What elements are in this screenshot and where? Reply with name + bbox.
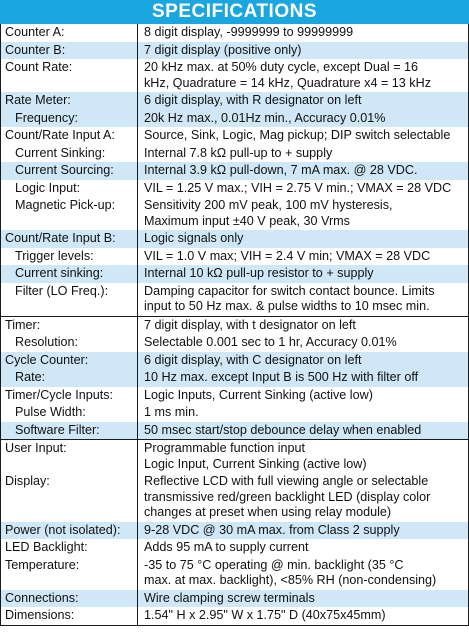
spec-value-line: 7 digit display, with t designator on left — [144, 317, 356, 332]
spec-label: Logic Input: — [1, 180, 138, 198]
spec-label: Count Rate: — [1, 59, 138, 92]
spec-value-line: 7 digit display (positive only) — [144, 42, 302, 57]
spec-row-software-filter — [1, 422, 468, 440]
spec-value-line: Selectable 0.001 sec to 1 hr, Accuracy 0.01% — [144, 335, 397, 349]
spec-value — [138, 110, 468, 128]
spec-value-line: transmissive red/green backlight LED (display color — [144, 489, 431, 504]
spec-label: Current Sinking: — [1, 145, 138, 163]
spec-row-counter-a — [1, 24, 468, 42]
spec-value-line: Reflective LCD with full viewing angle or selectable — [144, 474, 429, 488]
spec-value-line: Logic signals only — [144, 231, 244, 245]
spec-value-line: Internal 7.8 kΩ pull-up to + supply — [144, 145, 333, 160]
spec-row-timer — [1, 316, 468, 335]
spec-value-line: Logic Input, Current Sinking (active low) — [144, 456, 367, 471]
spec-row-counter-b — [1, 42, 468, 60]
spec-label: Filter (LO Freq.): — [1, 283, 138, 316]
spec-label: Trigger levels: — [1, 248, 138, 266]
spec-value — [138, 24, 468, 42]
spec-value-line: Damping capacitor for switch contact bounce. Limits — [144, 283, 435, 298]
spec-row-connections — [1, 590, 468, 608]
spec-label: Resolution: — [1, 334, 138, 352]
spec-label: User Input: — [1, 440, 138, 473]
spec-value — [138, 162, 468, 180]
spec-label: Connections: — [1, 590, 138, 608]
spec-value-line: Wire clamping screw terminals — [144, 590, 315, 605]
spec-label: Counter B: — [1, 42, 138, 60]
spec-label: Rate Meter: — [1, 92, 138, 110]
spec-value — [138, 473, 468, 522]
spec-value-line: 1 ms min. — [144, 405, 199, 419]
spec-value — [138, 127, 468, 145]
spec-value-line: 9-28 VDC @ 30 mA max. from Class 2 supply — [144, 522, 400, 537]
spec-row-current-sourcing — [1, 162, 468, 180]
spec-row-cycle-counter — [1, 352, 468, 370]
spec-value — [138, 248, 468, 266]
spec-value — [138, 369, 468, 387]
spec-label: Timer/Cycle Inputs: — [1, 387, 138, 405]
spec-table — [0, 24, 469, 626]
spec-label: Display: — [1, 473, 138, 522]
spec-label: Dimensions: — [1, 607, 138, 625]
spec-row-logic-input — [1, 180, 468, 198]
spec-value — [138, 230, 468, 248]
spec-label: Power (not isolated): — [1, 522, 138, 540]
spec-row-display — [1, 473, 468, 522]
spec-row-count-rate — [1, 59, 468, 92]
spec-value — [138, 422, 468, 440]
spec-row-user-input — [1, 439, 468, 473]
spec-label: Software Filter: — [1, 422, 138, 440]
spec-value — [138, 265, 468, 283]
spec-value-line: Logic Inputs, Current Sinking (active low) — [144, 387, 373, 402]
spec-value-line: max. at max. backlight), <85% RH (non-condensing) — [144, 573, 437, 587]
spec-row-led-backlight — [1, 539, 468, 557]
spec-row-current-sinking — [1, 145, 468, 163]
spec-row-rate-meter — [1, 92, 468, 110]
spec-label: Timer: — [1, 317, 138, 335]
spec-value-line: Internal 10 kΩ pull-up resistor to + supply — [144, 266, 374, 280]
spec-label: Rate: — [1, 369, 138, 387]
spec-value-line: 8 digit display, -9999999 to 99999999 — [144, 25, 354, 39]
spec-value-line: 20 kHz max. at 50% duty cycle, except Dual = 16 — [144, 60, 419, 74]
spec-label: Current sinking: — [1, 265, 138, 283]
spec-value — [138, 334, 468, 352]
spec-value — [138, 539, 468, 557]
spec-row-current-sinking — [1, 265, 468, 283]
spec-value-line: 20k Hz max., 0.01Hz min., Accuracy 0.01% — [144, 110, 386, 125]
spec-value-line: Source, Sink, Logic, Mag pickup; DIP switch selectable — [144, 128, 451, 142]
spec-value — [138, 92, 468, 110]
spec-value-line: Internal 3.9 kΩ pull-down, 7 mA max. @ 28 VDC. — [144, 163, 418, 177]
spec-label: Temperature: — [1, 557, 138, 590]
spec-label: Pulse Width: — [1, 404, 138, 422]
spec-value — [138, 387, 468, 405]
spec-row-frequency — [1, 110, 468, 128]
spec-row-power-not-isolated — [1, 522, 468, 540]
specifications-title: SPECIFICATIONS — [0, 0, 469, 24]
spec-row-magnetic-pick-up — [1, 197, 468, 230]
spec-value-line: Programmable function input — [144, 441, 306, 455]
spec-row-trigger-levels — [1, 248, 468, 266]
spec-value-line: 10 Hz max. except Input B is 500 Hz with filter off — [144, 370, 419, 384]
spec-value-line: input to 50 Hz max. & pulse widths to 10 msec min. — [144, 299, 430, 313]
spec-value — [138, 607, 468, 625]
spec-value-line: 6 digit display, with C designator on left — [144, 352, 362, 367]
spec-row-rate — [1, 369, 468, 387]
spec-value — [138, 557, 468, 590]
spec-value — [138, 59, 468, 92]
spec-value — [138, 317, 468, 335]
spec-row-timer-cycle-inputs — [1, 387, 468, 405]
spec-label: Count/Rate Input A: — [1, 127, 138, 145]
spec-value — [138, 42, 468, 60]
spec-value — [138, 590, 468, 608]
spec-value — [138, 440, 468, 473]
spec-label: Frequency: — [1, 110, 138, 128]
spec-value-line: 1.54" H x 2.95" W x 1.75" D (40x75x45mm) — [144, 608, 386, 622]
spec-row-temperature — [1, 557, 468, 590]
spec-value — [138, 352, 468, 370]
spec-value — [138, 404, 468, 422]
spec-value — [138, 197, 468, 230]
spec-value — [138, 180, 468, 198]
spec-label: LED Backlight: — [1, 539, 138, 557]
spec-value — [138, 283, 468, 316]
spec-value-line: Maximum input ±40 V peak, 30 Vrms — [144, 213, 350, 228]
spec-label: Counter A: — [1, 24, 138, 42]
spec-label: Cycle Counter: — [1, 352, 138, 370]
spec-value-line: kHz, Quadrature = 14 kHz, Quadrature x4 = 13 kHz — [144, 75, 431, 90]
spec-value — [138, 522, 468, 540]
spec-value-line: 50 msec start/stop debounce delay when enabled — [144, 422, 422, 437]
spec-label: Count/Rate Input B: — [1, 230, 138, 248]
spec-label: Current Sourcing: — [1, 162, 138, 180]
spec-label: Magnetic Pick-up: — [1, 197, 138, 230]
spec-row-count-rate-input-a — [1, 127, 468, 145]
spec-value-line: 6 digit display, with R designator on left — [144, 93, 362, 107]
spec-row-pulse-width — [1, 404, 468, 422]
spec-row-dimensions — [1, 607, 468, 626]
spec-value-line: -35 to 75 °C operating @ min. backlight (35 °C — [144, 557, 404, 572]
spec-value-line: changes at preset when using relay module) — [144, 505, 392, 519]
spec-value — [138, 145, 468, 163]
spec-value-line: VIL = 1.0 V max; VIH = 2.4 V min; VMAX = 28 VDC — [144, 248, 431, 263]
spec-value-line: Sensitivity 200 mV peak, 100 mV hysteresis, — [144, 198, 393, 212]
spec-value-line: VIL = 1.25 V max.; VIH = 2.75 V min.; VMAX = 28 VDC — [144, 180, 452, 195]
spec-row-resolution — [1, 334, 468, 352]
spec-value-line: Adds 95 mA to supply current — [144, 540, 309, 554]
spec-row-count-rate-input-b — [1, 230, 468, 248]
spec-row-filter-lo-freq — [1, 283, 468, 316]
